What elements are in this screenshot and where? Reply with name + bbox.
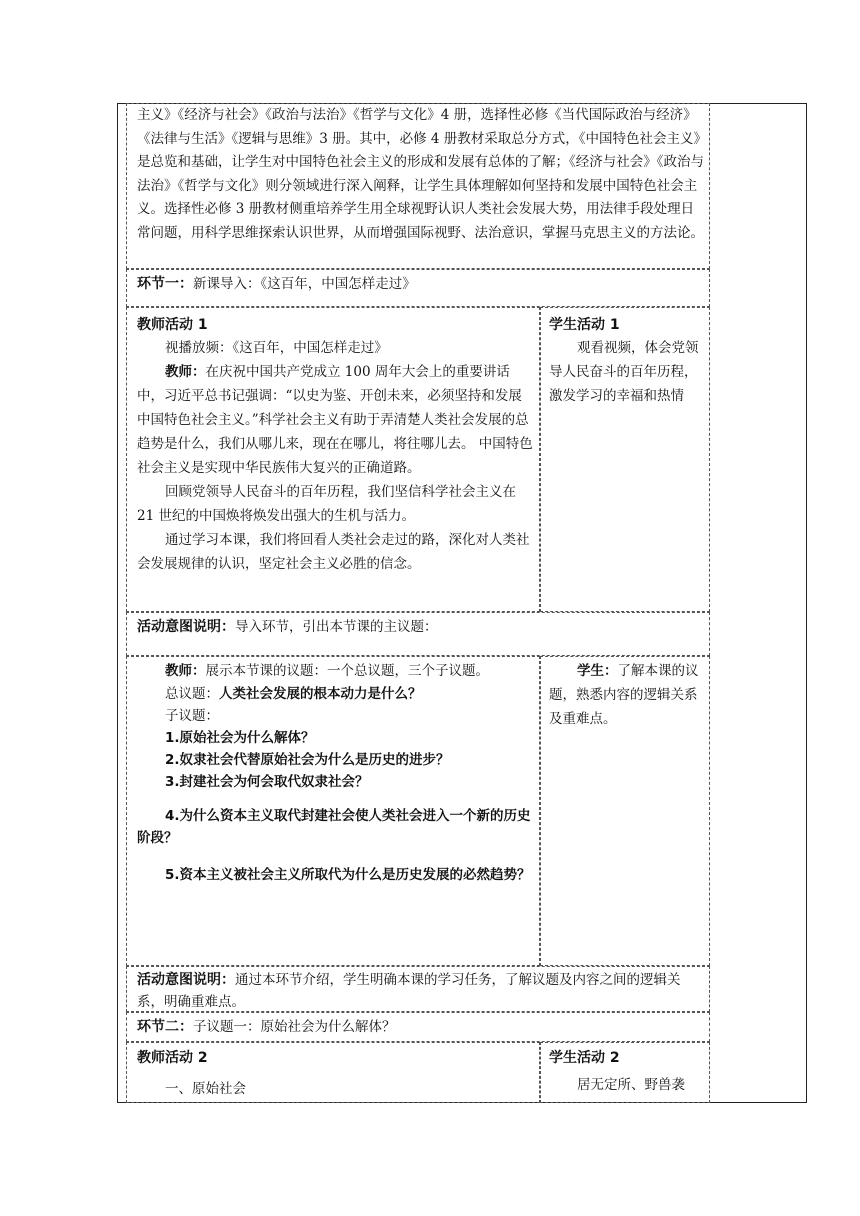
section1-row xyxy=(126,269,710,307)
section2-row xyxy=(126,1012,710,1042)
intro-text: 主义》《经济与社会》《政治与法治》《哲学与文化》4 册，选择性必修《当代国际政治与经济》《法律与生活》《逻辑与思维》3 册。其中，必修 4 册教材采取总分方式，《中国特色社会主义》是总览和基础，让学生对中国特色社会主义的形成和发展有总体的了解；《经济与社会》《政治与法治》《哲学与文化》则分领域进行深入阐释，让学生具体理解如何坚持和发展中国特色社会主义。选择性必修 3 册教材侧重培养学生用全球视野认识人类社会发展大势，用法律手段处理日常问题，用科学思维探索认识世界，从而增强国际视野、法治意识，掌握马克思主义的方法论。 xyxy=(137,107,704,241)
student1-text: 观看视频，体会党领导人民奋斗的百年历程，激发学习的幸福和热情 xyxy=(549,340,699,404)
student-topics-paragraph xyxy=(549,659,703,731)
teacher1-paragraph-2: 回顾党领导人民奋斗的百年历程，我们坚信科学社会主义在 21 世纪的中国焕将焕发出强大的生机与活力。 xyxy=(137,484,516,524)
student-activity-1-heading: 学生活动 1 xyxy=(549,317,620,333)
teacher-activity-2-heading: 教师活动 2 xyxy=(137,1050,208,1066)
section2-label: 环节二： xyxy=(137,1019,193,1035)
teacher1-paragraph xyxy=(137,360,533,480)
intro-box xyxy=(126,103,710,269)
teacher-activity-2 xyxy=(126,1042,540,1103)
teacher-topics-intro xyxy=(137,659,533,683)
student-activity-2-heading: 学生活动 2 xyxy=(549,1050,620,1066)
intent2-row xyxy=(126,966,710,1012)
teacher1-label: 教师： xyxy=(165,364,206,380)
teacher1-text: 在庆祝中国共产党成立 100 周年大会上的重要讲话中，习近平总书记强调：“以史为鉴、开创未来，必须坚持和发展中国特色社会主义。”科学社会主义有助于弄清楚人类社会发展的总趋势是什么，我们从哪儿来，现在在哪儿，将往哪儿去。 中国特色社会主义是实现中华民族伟大复兴的正确道路。 xyxy=(137,364,533,476)
student-topics-label: 学生： xyxy=(577,663,618,679)
intent1-text: 导入环节，引出本节课的主议题： xyxy=(235,619,438,635)
teacher-topics xyxy=(126,656,540,966)
main-topic-line xyxy=(137,683,533,705)
sub-topic-label: 子议题： xyxy=(165,708,219,724)
student-topics-text: 了解本课的议题，熟悉内容的逻辑关系及重难点。 xyxy=(549,663,699,727)
student2-text: 居无定所、野兽袭 xyxy=(577,1077,685,1093)
intent1-row xyxy=(126,612,710,656)
sub-topic-2: 2.奴隶社会代替原始社会为什么是历史的进步？ xyxy=(165,752,450,768)
intent2-label: 活动意图说明： xyxy=(137,972,235,988)
teacher-activity-1 xyxy=(126,307,540,612)
student-activity-2 xyxy=(540,1042,710,1103)
sub-topic-4: 4.为什么资本主义取代封建社会使人类社会进入一个新的历史阶段？ xyxy=(137,808,531,846)
intent1-label: 活动意图说明： xyxy=(137,619,235,635)
intent2-text: 通过本环节介绍，学生明确本课的学习任务，了解议题及内容之间的逻辑关系，明确重难点。 xyxy=(137,972,681,1010)
video-title: 视播放频：《这百年，中国怎样走过》 xyxy=(165,340,388,356)
teacher-topics-text: 展示本节课的议题：一个总议题，三个子议题。 xyxy=(205,663,489,679)
teacher2-item-1: 一、原始社会 xyxy=(165,1081,246,1097)
teacher-topics-label: 教师： xyxy=(165,663,206,679)
section1-text: 新课导入：《这百年，中国怎样走过》 xyxy=(193,276,416,292)
teacher1-paragraph-3: 通过学习本课，我们将回看人类社会走过的路，深化对人类社会发展规律的认识，坚定社会主义必胜的信念。 xyxy=(137,532,530,572)
section2-text: 子议题一：原始社会为什么解体？ xyxy=(193,1019,396,1035)
sub-topic-5: 5.资本主义被社会主义所取代为什么是历史发展的必然趋势？ xyxy=(165,867,531,883)
sub-topic-1: 1.原始社会为什么解体？ xyxy=(165,730,315,746)
intent2-paragraph xyxy=(137,969,703,1013)
main-topic: 人类社会发展的根本动力是什么？ xyxy=(219,686,422,702)
student-topics xyxy=(540,656,710,966)
sub-topic-3: 3.封建社会为何会取代奴隶社会？ xyxy=(165,774,369,790)
student-activity-1 xyxy=(540,307,710,612)
main-topic-label: 总议题： xyxy=(165,686,219,702)
section1-label: 环节一： xyxy=(137,276,193,292)
teacher-activity-1-heading: 教师活动 1 xyxy=(137,317,208,333)
